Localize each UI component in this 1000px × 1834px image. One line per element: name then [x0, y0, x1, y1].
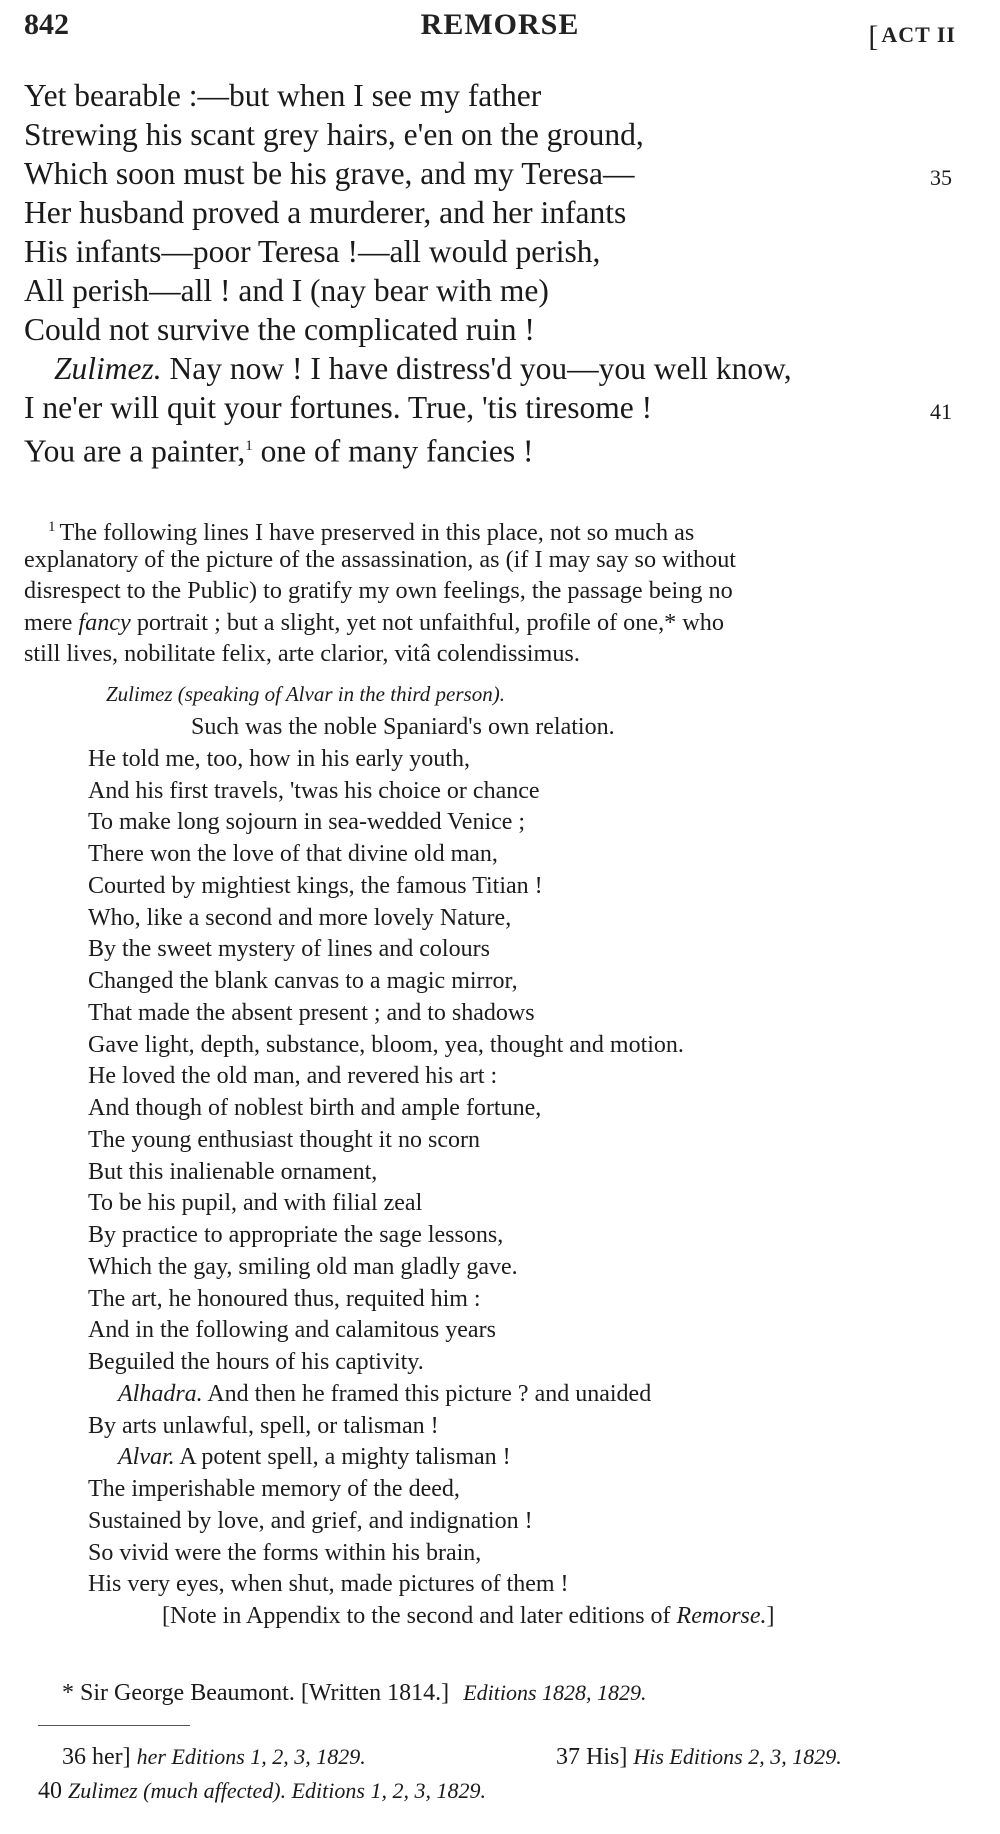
- verse-line-text: Could not survive the complicated ruin !: [24, 312, 535, 347]
- footnote-verse-line: That made the absent present ; and to shadows: [88, 999, 535, 1026]
- line-number: 35: [930, 165, 952, 190]
- footnote-verse-line: By the sweet mystery of lines and colours: [88, 936, 490, 963]
- footnote-verse-line: The young enthusiast thought it no scorn: [88, 1126, 480, 1153]
- variant-label: 40: [38, 1778, 62, 1804]
- footnote-verse-line: And in the following and calamitous years: [88, 1317, 496, 1344]
- footnote-ref: 1: [245, 438, 253, 454]
- appendix-note-bracket: ]: [766, 1603, 775, 1629]
- footnote-verse-line: Such was the noble Spaniard's own relation.: [191, 714, 615, 740]
- footnote-verse-line: The art, he honoured thus, requited him :: [88, 1285, 481, 1312]
- variant-note: [556, 1744, 842, 1771]
- variant-text: His Editions 2, 3, 1829.: [633, 1744, 842, 1769]
- verse-line: [24, 388, 954, 427]
- footnote-marker: 1: [48, 519, 56, 535]
- footnote-verse-line: [88, 1442, 968, 1474]
- line-number: 41: [930, 399, 952, 424]
- appendix-note-text: [Note in Appendix to the second and later editions of: [162, 1603, 677, 1629]
- footnote-verse-line: And his first travels, 'twas his choice or chance: [88, 777, 540, 804]
- running-title: REMORSE: [420, 8, 580, 41]
- star-footnote: [62, 1680, 647, 1707]
- verse-line-text: Her husband proved a murderer, and her infants: [24, 195, 627, 230]
- footnote-verse: [88, 712, 968, 1633]
- verse-line: [24, 271, 954, 310]
- verse-line: [24, 76, 954, 115]
- footnote-verse-line: Gave light, depth, substance, bloom, yea, thought and motion.: [88, 1031, 684, 1058]
- footnote-verse-text: And then he framed this picture ? and unaided: [202, 1380, 652, 1407]
- star-footnote-editions: Editions 1828, 1829.: [463, 1680, 647, 1705]
- verse-line: [24, 193, 954, 232]
- act-text: ACT II: [881, 22, 956, 47]
- verse-line: [24, 310, 954, 349]
- footnote-verse-line: And though of noblest birth and ample fortune,: [88, 1095, 542, 1121]
- footnote-verse-text: A potent spell, a mighty talisman !: [174, 1444, 511, 1471]
- footnote-verse-line: Beguiled the hours of his captivity.: [88, 1349, 424, 1375]
- footnote-verse-line: The imperishable memory of the deed,: [88, 1476, 460, 1502]
- footnote-line: explanatory of the picture of the assassination, as (if I may say so without: [24, 545, 737, 573]
- verse-line: [24, 232, 954, 271]
- variant-text: Zulimez (much affected). Editions 1, 2, 3, 1829.: [68, 1778, 486, 1803]
- verse-line-text: Strewing his scant grey hairs, e'en on the ground,: [24, 117, 644, 152]
- footnote: [24, 512, 954, 670]
- footnote-line: still lives, nobilitate felix, arte clarior, vitâ colendissimus.: [24, 640, 580, 667]
- footnote-speaker-heading: Zulimez (speaking of Alvar in the third person).: [106, 682, 505, 706]
- verse-line-text: Which soon must be his grave, and my Teresa—: [24, 156, 635, 191]
- footnote-verse-line: Sustained by love, and grief, and indignation !: [88, 1507, 533, 1534]
- verse-line-text: His infants—poor Teresa !—all would perish,: [24, 234, 601, 269]
- footnote-verse-line: [88, 1379, 968, 1411]
- speaker-name: Zulimez.: [54, 351, 162, 386]
- appendix-note-title: Remorse.: [676, 1603, 767, 1629]
- footnote-text: The following lines I have preserved in this place, not so much as: [59, 519, 695, 546]
- footnote-verse-line: Which the gay, smiling old man gladly gave.: [88, 1253, 518, 1280]
- page-number: 842: [24, 8, 69, 41]
- verse-line: [24, 349, 954, 388]
- footnote-verse-line: His very eyes, when shut, made pictures of them !: [88, 1571, 569, 1598]
- appendix-note: [88, 1601, 968, 1633]
- variant-label: 37 His]: [556, 1744, 628, 1770]
- footnote-line: [24, 607, 954, 639]
- verse-line-text: one of many fancies !: [252, 433, 534, 469]
- speaker-name: Alhadra.: [118, 1380, 203, 1407]
- footnote-verse-line: By practice to appropriate the sage lessons,: [88, 1222, 504, 1248]
- footnote-verse-line: He loved the old man, and revered his art :: [88, 1063, 498, 1090]
- verse-line: [24, 427, 954, 469]
- verse-line-text: Yet bearable :—but when I see my father: [24, 78, 542, 113]
- verse-line-text: All perish—all ! and I (nay bear with me): [24, 273, 549, 308]
- footnote-verse-line: To make long sojourn in sea-wedded Venice ;: [88, 809, 526, 836]
- verse-line: [24, 115, 954, 154]
- footnote-italic: fancy: [78, 608, 131, 636]
- footnote-verse-line: To be his pupil, and with filial zeal: [88, 1190, 423, 1217]
- footnote-verse-line: Who, like a second and more lovely Nature,: [88, 904, 512, 931]
- footnote-verse-line: There won the love of that divine old man,: [88, 841, 498, 867]
- variant-note: [38, 1778, 486, 1805]
- footnote-line: disrespect to the Public) to gratify my own feelings, the passage being no: [24, 577, 733, 604]
- footnote-verse-line: But this inalienable ornament,: [88, 1158, 378, 1185]
- footnote-text: mere: [24, 608, 79, 636]
- footnote-verse-line: So vivid were the forms within his brain,: [88, 1539, 482, 1566]
- act-label: [868, 16, 956, 53]
- footnote-verse-line: Courted by mightiest kings, the famous Titian !: [88, 872, 543, 899]
- variant-text: her Editions 1, 2, 3, 1829.: [136, 1744, 366, 1769]
- verse-line-text: I ne'er will quit your fortunes. True, 'tis tiresome !: [24, 390, 653, 425]
- act-bracket: [: [868, 20, 880, 53]
- verse-line: [24, 154, 954, 193]
- footnote-verse-line: He told me, too, how in his early youth,: [88, 745, 470, 772]
- star-footnote-text: * Sir George Beaumont. [Written 1814.]: [62, 1680, 450, 1706]
- footnote-line: [24, 512, 954, 544]
- footnote-verse-line: By arts unlawful, spell, or talisman !: [88, 1412, 439, 1439]
- footnote-divider: [38, 1725, 190, 1726]
- verse-line-text: You are a painter,: [24, 433, 246, 469]
- variant-note: [62, 1744, 366, 1771]
- main-verse: [24, 76, 954, 469]
- footnote-verse-line: Changed the blank canvas to a magic mirror,: [88, 968, 518, 994]
- variant-label: 36 her]: [62, 1744, 131, 1770]
- speaker-name: Alvar.: [118, 1444, 175, 1471]
- verse-line-text: Nay now ! I have distress'd you—you well know,: [161, 351, 792, 386]
- footnote-text: portrait ; but a slight, yet not unfaithful, profile of one,* who: [130, 608, 724, 636]
